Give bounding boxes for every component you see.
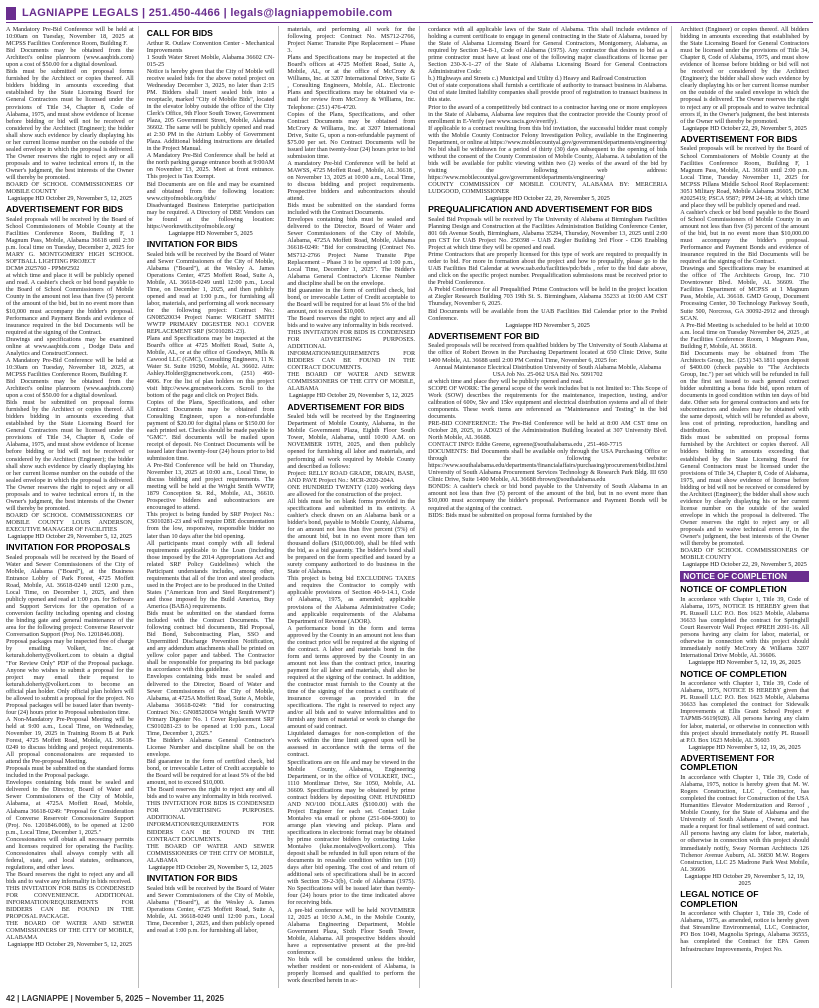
notice-paragraph: Bid Documents are on file and may be examined and obtained from the following location: www.cityofmobile.org/bids/ (146, 180, 275, 202)
notice-paragraph: Specifications are on file and may be viewed in the Mobile County, Alabama, Engineering Department, or in the office of VOLKERT, INC., 1110 Montlimar Drive, Ste 1050, Mobile, AL 36609. Specifications may be obtained by prime contract bidders by depositing ONE HUNDRED AND NO/100 DOLLARS ($100.00) with the Project Engineer for each set. Contact Luke Montalvo via email or phone (251-604-5900) to arrange plan viewing and pickup. Plans and specifications in electronic format may be obtained by prime contractor bidders by contacting Luke Montalvo (luke.montalvo@volkert.com). This deposit shall be refunded in full upon return of the documents in reusable condition within ten (10) days after bid opening. The cost of and return of additional sets of specifications shall be in accord with Section 39-2-3(b), Code of Alabama (1975). No Specifications will be issued later than twenty-four (24) hours prior to the time indicated above for receiving bids. (287, 758, 416, 907)
notice-paragraph: Prime Contractors that are properly licensed for this type of work are required to prequalify in order to bid. For more in formation about the project and how to prequalify, please go to the UAB Facilities Bid Calendar at www.uab.edu/facilities/pdc/bids , refer to the bid date above, and click on the specific project number. Prequalification submissions must be received prior to the Prebid Conference. (428, 251, 668, 287)
publication-date-line: Lagniappe HD October 22, 29, November 5, 2025 (485, 195, 610, 203)
notice-paragraph: b.) Highways and Streets c.) Municipal and Utility d.) Heavy and Railroad Construction (428, 75, 647, 83)
notice-paragraph: A Pre-Bid Meeting is scheduled to be held at 10:00 a.m. local time on Tuesday November 04, 2025 , at the Facilities Conference Room, 1 Magnum Pass, Building F, Mobile, AL 36618. (680, 321, 809, 350)
column-1 (6, 26, 139, 988)
notice-heading: INVITATION FOR PROPOSALS (6, 542, 131, 553)
notice-paragraph: Annual Maintenance Electrical Distribution University of South Alabama Mobile, Alabama USA Job No. 25-062 USA Bid No. 5091702 (434, 363, 662, 378)
notice-paragraph: No bid shall be withdrawn for a period of thirty (30) days subsequent to the opening of bids without the consent of the County Commission of Mobile County, Alabama. A tabulation of the bids will be available for public viewing within two (2) weeks of the award of the bid by visiting the following web address: https://www.mobilecountyal.gov/government/departments/engineering/ (428, 145, 668, 181)
notice-paragraph: A Mandatory Pre-Bid Conference will be held at 10:30am on Tuesday, November 18, 2025, at MCPSS Facilities Conference Room, Building F. (6, 356, 134, 378)
notice-paragraph: Sealed proposals will be received by the Board of Water and Sewer Commissioners of the City of Mobile, Alabama ("Board"), at the Business Entrance Lobby of Park Forest, 4725 Moffett Road, Mobile, AL 36618-0249 until 12:00 p.m., Local Time, on December 1, 2025, and then publicly opened and read at 1:00 p.m. for Software and Support Services for the operation of a conversion facility including opening and closing the binding gate and general maintenance of the area for the following project: Converse Reservoir Conversation Support (Proj. No. 1201846.008). (6, 553, 134, 639)
notice-paragraph: Bid Documents may be obtained from The Architects Group, Inc. (251) 343.1811 upon deposit of $400.00 (check payable to "The Architects Group, Inc.") per set which will be refunded in full on the first set issued to each general contract bidder submitting a bona fide bid, upon return of documents in good condition within ten days of bid date. Other sets for general contractors and sets for subcontractors and dealers may be obtained with the same deposit, which will be refunded as above, less cost of printing, reproduction, handling and distribution. (680, 349, 809, 435)
notice-paragraph: Liquidated damages for non-completion of the work within the time limit agreed upon will be assessed in accordance with the terms of the contract. (287, 730, 416, 759)
notice-paragraph: No bids will be considered unless the bidder, whether resident or non-resident of Alabama, is properly licensed and qualified to perform the work described herein in ac- (287, 955, 416, 984)
notice-paragraph: Disadvantaged Business Enterprise participation may be required. A Directory of DBE Vendors can be found at the following location: https://worknwith.cityofmobile.org/ (146, 201, 275, 230)
notice-paragraph: If applicable to a contract resulting from this bid invitation, the successful bidder must comply with the Mobile County Contractor Felony Investigation Policy, available in the Engineering Department, or online at https://www.mobilecountyal.gov/government/departments/engineering/ (428, 124, 668, 146)
notice-paragraph: Drawings and Specifications may be examined at the office of The Architects Group, Inc. 710 Downtowner Blvd. Mobile, AL 36609. The Facilities Department of MCPSS at 1 Magnum Pass, Mobile, AL 36618. GMD Group, Document Processing Center, 30 Technology Parkway South, Suite 500, Norcross, GA 30092-2912 and through SCAN. (680, 265, 809, 322)
notice-paragraph: A Mandatory Pre-Bid Conference will be held at 10:00am on Tuesday, November 18, 2025 at MCPSS Facilities Conference Room, Building F. (6, 26, 134, 48)
notice-paragraph: The Board reserves the right to reject any and all bids and to waive any informality in bids received. (287, 314, 416, 329)
notice-paragraph: A Non-Mandatory Pre-Proposal Meeting will be held at 9:00 a.m., Local Time, on Wednesday, November 19, 2025 in Training Room B at Park Forest, 4725 Moffett Road, Mobile, AL 36618-0249 to discuss bidding and project requirements. All proposal concessionaires are requested to attend the Pre-proposal Meeting. (6, 715, 134, 766)
notice-paragraph: Copies of the Plans, Specifications, and other Contract Documents may be obtained from McCrory & Williams, Inc. at 3207 International Drive, Suite G, upon a non-refundable payment of $75.00 per set. No Contract Documents will be issued later than twenty-four (24) hours prior to bid submission time. (287, 110, 416, 160)
notice-paragraph: This project is being funded by SRF Project No.: CS010281-23 and will require DBE documentation from the low, responsive, responsible bidder no later than 10 days after the bid opening. (146, 511, 275, 540)
publication-date-line: Lagniappe HD October 29, November 5, 12, 2025 (7, 941, 133, 949)
notice-paragraph: All bids must be on blank forms provided in the specifications and submitted in its entirety. A cashier's check drawn on an Alabama bank or a bidder's bond, payable to Mobile County, Alabama, for an amount not less than five percent (5%) of the amount bid, but in no event more than ten thousand dollars ($10,000.00), shall be filed with the bid, as a bid guaranty. The bidder's bond shall be prepared on the form specified and issued by a surety company authorized to do business in the State of Alabama. (287, 497, 416, 576)
notice-paragraph: The Board reserves the right to reject any and all bids and to waive any informality in bids received. (6, 870, 134, 885)
notice-paragraph: A pre-bid conference will be held NOVEMBER 12, 2025 at 10:30 A.M., in the Mobile County, Alabama Engineering Department, Mobile Government Plaza, Sixth Floor South Tower, Mobile, Alabama. All prospective bidders should have a representative present at the pre-bid conference. (287, 906, 416, 956)
publication-date-line: Lagniappe HD October 22, 29, November 5, 2025 (682, 124, 807, 132)
notice-paragraph: Sealed bids will be received by the Board of Water and Sewer Commissioners of the City of Mobile, Alabama ("Board"), at the Wesley A. James Operations Center, 4725 Moffett Road, Suite A, Mobile, AL 36618-0249 until 12:00 p.m., Local Time, December 1, 2025, and then publicly opened and read at 1:00 p.m. for furnishing all labor, (146, 884, 275, 934)
publication-date-line: Lagniappe HD October 22, 29, November 5, 2025 (682, 561, 807, 569)
notice-paragraph: Bids must be submitted on proposal forms furnished by the Architect or copies thereof. All bidders bidding in amounts exceeding that established by the State Licensing Board for General Contractors must be licensed under the provisions of Title 34, Chapter 8, Code of Alabama, 1975, and must show evidence of license before bidding or bid will not be received or considered by the Architect (Engineer); the bidder shall show such evidence by clearly displaying his or her current license number on the outside of the sealed envelope in which the proposal is delivered. The Owner reserves the right to reject any or all proposals and to waive technical errors if, in the Owner's judgment, the best interests of the Owner will thereby be promoted. (6, 399, 134, 512)
notice-paragraph: A Prebid Conference for all Prequalified Prime Contractors will be held in the project location at Ziegler Research Building 703 19th St. S. Birmingham, Alabama 35233 at 10:00 AM CST Thursday, November 6, 2025. (428, 286, 668, 308)
notice-paragraph: THIS INVITATION FOR BIDS IS CONDENSED FOR CONVENIENCE. ADDITIONAL INFORMATION/REQUIREMENTS FOR BIDDERS CAN BE FOUND IN THE PROPOSAL PACKAGE. (6, 885, 134, 921)
notice-heading: PREQUALIFICATION AND ADVERTISEMENT FOR BIDS (428, 204, 653, 215)
notice-heading: NOTICE OF COMPLETION (680, 584, 787, 595)
notice-paragraph: BONDS: A cashier's check or bid bond payable to the University of South Alabama in an amount not less than five (5) percent of the amount of the bid, but in no event more than $10,000 must accompany the bidder's proposal. Performance and Payment Bonds will be required at the signing of the contract. (428, 483, 668, 512)
notice-heading: ADVERTISEMENT FOR BIDS (287, 401, 405, 412)
notice-paragraph: THIS INVITATION FOR BIDS IS CONDENSED FOR ADVERTISING PURPOSES. ADDITIONAL INFORMATION/REQUIREMENTS FOR BIDDERS CAN BE FOUND IN THE CONTRACT DOCUMENTS. (146, 800, 275, 843)
notice-paragraph: A Pre-Bid Conference will be held on Thursday, November 13, 2025 at 10:00 a.m., Local Time, to discuss bidding and project requirements. The meeting will be held at the Wright Smith WWTP, 1879 Conception St. Rd., Mobile, AL, 36610. Prospective bidders and subcontractors are encouraged to attend. (146, 462, 275, 512)
notice-paragraph: Bids must be submitted on the standard forms included with the Contract Documents. (287, 202, 416, 217)
notice-paragraph: Bids must be submitted on proposal forms furnished by the Architect or copies thereof. All bidders bidding in amounts exceeding that established by the State Licensing Board for General Contractors must be licensed under the provisions of Title 34, Chapter 8, Code of Alabama, 1975, and must show evidence of license before bidding or bid will not be received or considered by the Architect (Engineer); the bidder shall show such evidence by clearly displaying his or her current license number on the outside of the sealed envelope in which the proposal is delivered. The Owner reserves the right to reject any or all proposals and to waive technical errors if, in the Owner's judgment, the best interests of the Owner will thereby be promoted. (680, 434, 809, 548)
notice-paragraph: Copies of the Plans, Specifications, and other Contract Documents may be obtained from Consulting Engineer, upon a non-refundable payment of $20.00 for digital plans or $150.00 for each printed set. Checks should be made payable to "GMC". Bid documents will be mailed upon receipt of deposit. No Contract Documents will be issued later than twenty-four (24) hours prior to bid submission time. (146, 398, 275, 463)
publication-date-line: Lagniappe HD October 29, November 5, 12, 2025 (148, 863, 273, 871)
notice-paragraph: Sealed Bid Proposals will be received by The University of Alabama at Birmingham Facilities Planning Design and Construction at the Facilities Administration Building Conference Center, 801 6th Avenue South, Birmingham, Alabama 35294, Thursday, November 13, 2025 until 2:00 pm CST for UAB Project No. 250398 – UAB Ziegler Building 3rd Floor - CD6 Enabling Project at which time they will be opened and read. (428, 215, 668, 252)
notice-heading: ADVERTISEMENT FOR BIDS (6, 204, 123, 215)
notice-paragraph: Plans and Specifications may be inspected at the Board's office at 4725 Moffett Road, Suite A, Mobile, AL, or at the office of Goodwyn, Mills & Cawood LLC (GMC), Consulting Engineers, 11 N. Water St. Suite 19290, Mobile, AL 36602. Attn: Ashley.Holder@gmcnetwork.com, (251) 460-4006. For the list of plan holders on this project visit http://www.gmcnetwork.com. Scroll to the bottom of the page and click on Project Bids. (146, 335, 275, 399)
notice-paragraph: Sealed proposals will be received from qualified bidders by The University of South Alabama at the office of Robert Brown in the Purchasing Department located at 650 Clinic Drive, Suite 1400 Mobile, AL 36688 until 2:00 PM Central Time, November 6, 2025 for: (428, 342, 668, 364)
notice-paragraph: In accordance with Chapter 1, Title 39, Code of Alabama, 1975, NOTICE IS HEREBY given that PL Russell LLC P.O. Box 1623 Mobile, Alabama 36633 has completed the contract for Sidewalk Improvements at Ellis Grant School Project # TAPMB-5619(928). All persons having any claim for labor, material, or otherwise in connection with this project should immediately notify PL Russell at P.O. Box 1623 Mobile, AL 36603 (680, 680, 809, 744)
publication-date-line: Lagniappe HD October 29, November 5, 12, 2025 (7, 533, 133, 541)
notice-paragraph: In accordance with Chapter 1, Title 39, Code of Alabama, 1975, notice is hereby given that M. W. Rogers Construction, LLC , Contractor, has completed the contract for Construction of the USA Humanities Elevator Modernization and Reroof , Mobile County, for the State of Alabama and the University of South Alabama , Owner, and has made a request for final settlement of said contract. All persons having any claim for labor, materials, or otherwise in connection with this project should immediately notify, Sway Norman Architects 126 Tichenor Avenue Auburn, AL 36830 M.W. Rogers Construction, LLC 25 Madrone Park West Mobile, AL 36606 (680, 774, 809, 873)
notice-paragraph: Bid Documents may be obtained from the Architect's online planroom (www.aaqbids.com) upon a cost of $50.00 for a digital download. (6, 47, 134, 69)
notice-heading: INVITATION FOR BIDS (146, 872, 238, 883)
notice-paragraph: Bids must be submitted on the standard forms included with the Contract Documents. The following contract bid documents, Bid Proposal, Bid Bond, Subcontracting Plan, SSO and Unpermitted Discharge Prevention Notification, and any addendum attachments shall be printed on yellow color paper and tabbed. The Contractor shall be responsible for preparing its bid package in accordance with this guideline. (146, 610, 275, 674)
publication-date-line: Lagniappe HD October 29, November 5, 12, 2025 (7, 195, 133, 203)
notice-paragraph: A Mandatory Pre-Bid Conference shall be held at the north parking garage entrance booth at 9:00AM on November 13, 2025. Meet at front entrance. This project is Tax Exempt. (146, 152, 275, 181)
notice-paragraph: A cashier's check or bid bond payable to the Board of School Commissioners of Mobile County in an amount not less than five (5) percent of the amount of the bid, but in no event more than $10,000.00 must accompany the bidder's proposal. Performance and Payment Bonds and evidence of insurance required in the Bid Documents will be required at the signing of the Contract. (680, 208, 809, 266)
column-3 (287, 26, 420, 988)
notice-paragraph: BIDS: Bids must be submitted on proposal forms furnished by the (428, 511, 593, 519)
publication-date-line: Lagniappe HD November 5, 12, 19, 26, 2025 (688, 743, 801, 751)
notice-paragraph: Proposals must be submitted on the standard forms included in the Proposal package. (6, 765, 134, 780)
notice-paragraph: In accordance with Chapter 1, Title 39, Code of Alabama, 1975, as amended, notice is hereby given that Streamline Environmental, LLC, Contractor, PO Box 1049, Magnolia Springs, Alabama 36555, has completed the Contract for EPA Green Infrastructure Improvements, Project No. (680, 910, 809, 953)
notice-paragraph: cordance with all applicable laws of the State of Alabama. This shall include evidence of holding a current certificate to engage in general contracting in the State of Alabama, issued by the State of Alabama Licensing Board for General Contractors, Montgomery, Alabama, as required by Section 34-8-1, Code of Alabama (1975). Any contractor that desires to bid as a prime contractor must have at least one of the following major classifications of license per Section 230-X-1-.27 of the State of Alabama Licensing Board for General Contractors Administrative Code: (428, 26, 668, 76)
notice-paragraph: BOARD OF SCHOOL COMMISSIONERS OF MOBILE COUNTY (680, 547, 809, 562)
publication-date-line: Lagniappe HD November 5, 2025 (505, 321, 590, 329)
notice-paragraph: materials, and performing all work for the following project: Contract No. MS712-2766, Project Name: Transite Pipe Replacement – Phase 3. (287, 26, 416, 55)
publication-date-line: Lagniappe HD November 5, 12, 19, 26, 2025 (688, 659, 801, 667)
page-footer (6, 994, 224, 1003)
notice-paragraph: Envelopes containing bids must be sealed and delivered to the Director, Board of Water and Sewer Commissioners of the City of Mobile, Alabama, at 4725A Moffett Road, Suite A, Mobile, Alabama 36618-0249: "Bid for constructing Contract No.: GN08520034 Wright Smith WWTP Primary Digester No. 1 Cover Replacement SRF CS010281-23 to be opened at 1:00 p.m., Local Time, December 1, 2025." (146, 673, 275, 737)
column-2 (147, 26, 280, 988)
notice-paragraph: DCM# 2025760 - PPM#2502 (6, 265, 80, 273)
notice-paragraph: Architect (Engineer) or copies thereof. All bidders bidding in amounts exceeding that established by the State Licensing Board for General Contractors must be licensed under the provisions of Title 34, Chapter 8, Code of Alabama, 1975, and must show evidence of license before bidding or bid will not be received or considered by the Architect (Engineer); the bidder shall show such evidence by clearly displaying his or her current license number on the outside of the sealed envelope in which the proposal is delivered. The Owner reserves the right to reject any or all proposals and to waive technical errors if, in the Owner's judgment, the best interests of the Owner will thereby be promoted. (680, 26, 809, 125)
notice-paragraph: Sealed proposals will be received by the Board of School Commissioners of Mobile County at the Facilities Conference Room, Building F, 1 Magnum Pass, Mobile, AL 36618 until 2:00 p.m. Local Time, Tuesday November 11, 2025 for MCPSS Pillans Middle School Roof Replacement: 3051 Military Road, Mobile Alabama 36605, DCM #2025419; PSCA 9587; PPM 24-18; at which time and place they will be publicly opened and read. (680, 145, 809, 209)
notice-paragraph: THIS INVITATION FOR BIDS IS CONDENSED FOR ADVERTISING PURPOSES. ADDITIONAL INFORMATION/REQUIREMENTS FOR BIDDERS CAN BE FOUND IN THE CONTRACT DOCUMENTS. (287, 329, 416, 372)
notice-paragraph: The Bidder's Alabama General Contractor's License Number and discipline shall be on the envelope. (146, 736, 275, 758)
column-5 (680, 26, 813, 988)
publication-date-line: Lagniappe HD October 29, November 5, 12, 19, 2025 (684, 872, 805, 887)
notice-paragraph: The Board reserves the right to reject any and all bids and to waive any informality in bids received. (146, 786, 275, 801)
notice-paragraph: Bid guarantee in the form of certified check, bid bond, or irrevocable Letter of Credit acceptable to the Board will be required for at least 5% of the bid amount, not to exceed $10,000. (146, 758, 275, 787)
notice-paragraph: Bid Documents will be available from the UAB Facilities Bid Calendar prior to the Prebid Conference. (428, 307, 668, 322)
publication-date-line: Lagniappe HD October 29, November 5, 12, 2025 (289, 392, 414, 400)
column-4 (428, 26, 672, 988)
notice-heading: LEGAL NOTICE OF COMPLETION (680, 889, 759, 909)
notice-paragraph: Notice is hereby given that the City of Mobile will receive sealed bids for the above noted project on Wednesday December 3, 2025, no later than 2:15 PM. Bidders shall insert sealed bids into a receptacle, marked "City of Mobile Bids", located in the elevator lobby outside the office of the City Clerk's Office, 9th Floor South Tower, Government Plaza, 205 Government Street, Mobile, Alabama 36602. The same will be publicly opened and read at 2:30 PM in the Atrium Lobby of Government Plaza. Additional bidding instructions are detailed in the Project Manual. (146, 67, 275, 153)
notice-paragraph: In accordance with Chapter 1, Title 39, Code of Alabama, 1975, NOTICE IS HEREBY given that PL Russell LLC P.O. Box 1623 Mobile, Alabama 36633 has completed the contract for Springhill Court Reservoir Wall Project #PREH 2091-16. All persons having any claim for labor, material, or otherwise in connection with this project should immediately notify McCrory & Williams 3207 International Drive Mobile, AL 36606. (680, 596, 809, 660)
notice-paragraph: Sealed bids will be received by the Engineering Department of Mobile County, Alabama, in the Mobile Government Plaza, Eighth Floor South Tower, Mobile, Alabama, until 10:00 A.M. on NOVEMBER 19TH, 2025, and then publicly opened for furnishing all labor and materials, and performing all work required by Mobile County and described as follows: (287, 413, 416, 470)
notice-paragraph: Bid guarantee in the form of certified check, bid bond, or irrevocable Letter of Credit acceptable to the Board will be required for at least 5% of the bid amount, not to exceed $10,000. (287, 286, 416, 315)
notice-paragraph: Concessionaires will obtain all necessary permits and licenses required for operating the Facility. Concessionaires shall always comply with all federal, state, and local statutes, ordinances, regulations, and other laws. (6, 835, 134, 871)
masthead (6, 4, 813, 23)
notice-heading: INVITATION FOR BIDS (146, 239, 238, 250)
notice-paragraph: Out of state corporations shall furnish a certificate of authority to transact business in Alabama. Out of state limited liability companies shall provide proof of registration to transact business in this state. (428, 82, 668, 104)
notice-paragraph: COUNTY COMMISSION OF MOBILE COUNTY, ALABAMA BY: MERCERIA LUDGOOD, COMMISSIONER (428, 181, 668, 196)
masthead-logo-block (6, 7, 16, 20)
notice-paragraph: A performance bond in the form and terms approved by the County in an amount not less than the contract price will be required at the signing of the contract. A labor and materials bond in the form and terms approved by the County in an amount not less than the contract price, insuring payment for all labor and materials, shall also be required at the signing of the contract. In addition, the contractor must furnish to the County at the time of the signing of the contract a certificate of insurance coverage as provided in the specifications. The right is reserved to reject any and/or all bids and to waive informalities and to furnish any item of material or work to change the amount of said contract. (287, 624, 416, 731)
notice-paragraph: Drawings and specifications may be examined online at www.aaqbids.com , Dodge Data and Analytics and ConstructConnect. (6, 335, 134, 357)
footer-folio: 42 | LAGNIAPPE | November 5, 2025 – November 11, 2025 (6, 994, 224, 1003)
notice-paragraph: This project is being bid EXCLUDING TAXES and requires the Contractor to comply with applicable provisions of Section 40-9-14.1, Code of Alabama, 1975, as amended; applicable provisions of the Alabama Administrative Code; and applicable requirements of the Alabama Department of Revenue (ADOR). (287, 575, 416, 625)
notice-paragraph: All participants must comply with all federal requirements applicable to the Loan (including those imposed by the 2014 Appropriations Act and related SRF Policy Guidelines) which the Participant understands includes, among other, requirements that all of the iron and steel products used in the Project are to be produced in the United States ("American Iron and Steel Requirement") and those imposed by the Build America, Buy America (BABA) requirements. (146, 539, 275, 610)
notice-paragraph: PRE-BID CONFERENCE: The Pre-Bid Conference will be held at 8:00 AM CST time on October 28, 2025, in AD023 of the Administration Building located at 307 University Blvd. North Mobile, AL 36688. (428, 419, 668, 442)
notice-paragraph: at which time and place they will be publicly opened and read. (428, 377, 584, 385)
notice-heading: ADVERTISEMENT FOR BID (428, 330, 540, 341)
notice-heading: CALL FOR BIDS (146, 28, 213, 38)
legal-columns (6, 26, 813, 988)
notice-paragraph: ONE HUNDRED TWENTY (120) working days are allowed for the construction of the project. (287, 483, 416, 498)
notice-paragraph: Proposal packages may be inspected free of charge by emailing Volkert, Inc. at keturah.doherty@volkert.com to obtain a digital "For Review Only" PDF of the Proposal package. Anyone who wishes to submit a proposal for the project may email their request to keturah.doherty@volkert.com to become an official plan holder. Only official plan holders will be allowed to submit a proposal for the project. No Proposal packages will be issued later than twenty-four (24) hours prior to Proposal submission time. (6, 638, 134, 716)
notice-paragraph: Envelopes containing bids must be sealed and delivered to the Director, Board of Water and Sewer Commissioners of the City of Mobile, Alabama, at 4725A Moffett Road, Mobile, Alabama 36618-0249: "Proposal for Consideration of Converse Reservoir Concessionaire Support (Proj. No. 1201846.008), to be opened at 12:00 p.m., Local Time, December 1, 2025." (6, 779, 134, 836)
notice-heading: ADVERTISEMENT FOR BIDS (680, 133, 798, 144)
notice-paragraph: Prior to the award of a competitively bid contract to a contractor having one or more employees in the State of Alabama, Alabama law requires that the contractor provide the County proof of enrollment in E-Verify (see www.uscis.gov/everify). (428, 103, 668, 125)
notice-paragraph: A mandatory Pre-bid Conference will be held at MAWSS, 4725 Moffett Road , Mobile, AL 36618 , on November 13, 2025 at 10:00 a.m., Local Time, to discuss bidding and project requirements. Prospective bidders and subcontractors should attend. (287, 159, 416, 203)
notice-paragraph: Arthur R. Outlaw Convention Center - Mechanical Improvements (146, 39, 275, 54)
notice-paragraph: DOCUMENTS: Bid Documents shall be available only through the USA Purchasing Office or through the following website: https://www.southalabama.edu/departments/financialaffairs/purchasing/procurement/bidlist.html University of South Alabama Procurement Services Technology & Research Park Bldg. III 650 Clinic Drive, Suite 1400 Mobile, AL 36688 rbrown@southalabama.edu (428, 448, 668, 484)
notice-paragraph: at which time and place it will be publicly opened and read. A cashier's check or bid bond payable to the Board of School Commissioners of Mobile County in the amount not less than five (5) percent of the amount of the bid, but in no event more than $10,000 must accompany the bidder's proposal. Performance and Payment Bonds and evidence of insurance required in the bid Documents will be required at the signing of the Contract. (6, 272, 134, 336)
notice-paragraph: SCOPE OF WORK: The general scope of the work includes but is not limited to: This Scope of Work (SOW) describes the requirements for the maintenance, inspection, testing, and/or calibration of 600v, 5kv and 15kv equipment and electrical distribution systems and all of their components. These work items are referenced as "Maintenance and Testing" in the bid documents. (428, 384, 668, 420)
notice-paragraph: Project: RELLY ROAD GRADE, DRAIN, BASE, AND PAVE Project No.: MCR-2020-204A (287, 469, 416, 484)
notice-heading: NOTICE OF COMPLETION (680, 668, 787, 679)
notice-heading: ADVERTISEMENT FOR COMPLETION (680, 752, 775, 773)
notice-paragraph: Bid Documents may be obtained from the Architect's online planroom (www.aaqbids.com) upon a cost of $50.00 for a digital download. (6, 378, 134, 400)
notice-paragraph: Bids must be submitted on proposal forms furnished by the Architect or copies thereof. All bidders bidding in amounts exceeding that established by the State Licensing Board for General Contractors must be licensed under the provisions of Title 34, Chapter 8, Code of Alabama, 1975, and must show evidence of license before bidding or bid will not be received or considered by the Architect (Engineer); the bidder shall show such evidence by clearly displaying his or her current license number on the outside of the sealed envelope in which the proposal is delivered. The Owner reserves the right to reject any or all proposals and to waive technical errors if, in the Owner's judgment, the best interests of the Owner will thereby be promoted. (6, 68, 134, 181)
masthead-text: LAGNIAPPE LEGALS | 251.450-4466 | legals@lagniappemobile.com (22, 7, 393, 19)
notice-paragraph: Sealed bids will be received by the Board of Water and Sewer Commissioners of the City of Mobile, Alabama ("Board"), at the Wesley A. James Operations Center, 4725 Moffett Road, Suite A, Mobile, AL 36618-0249 until 12:00 p.m., Local Time, on December 1, 2025, and then publicly opened and read at 1:00 p.m., for furnishing all labor, materials, and performing all work necessary for the following project: Contract No.: GN08520034 Project Name: WRIGHT SMITH WWTP PRIMARY DIGESTER NO.1 COVER REPLACEMENT SRF (SC010281-23). (146, 250, 275, 336)
notice-paragraph: Plans and Specifications may be inspected at the Board's offices at 4725 Moffett Road, Suite A, Mobile, AL, or at the office of McCrory & Williams, Inc. at 3207 International Drive, Suite G , Consulting Engineers, Mobile, AL. Electronic Plans and Specifications may be obtained via e-mail for review from McCrory & Williams, Inc. Telephone: (251) 476-4720. (287, 54, 416, 111)
publication-date-line: Lagniappe HD November 5, 2025 (168, 229, 253, 237)
notice-paragraph: BOARD OF SCHOOL COMMISSIONERS OF MOBILE COUNTY (6, 181, 134, 196)
notice-paragraph: THE BOARD OF WATER AND SEWER COMMISSIONERS OF THE CITY OF MOBILE, ALABAMA (146, 842, 275, 864)
notice-paragraph: CONTACT INFO: Eddie Greene, egreene@southalabama.edu , 251-460-7715 (428, 441, 623, 449)
notice-paragraph: Envelopes containing bids must be sealed and delivered to the Director, Board of Water and Sewer Commissioners of the City of Mobile, Alabama, 4725A Moffett Road, Mobile, Alabama 36618-0249: "Bid for constructing (Contract No. MS712-2766 Project Name Transite Pipe Replacement – Phase 3 to be opened at 1:00 p.m., Local Time, December 1, 2025". The Bidder's Alabama General Contractor's License Number and discipline shall be on the envelope. (287, 216, 416, 287)
notice-paragraph: BOARD OF SCHOOL COMMISSIONERS OF MOBILE COUNTY LOUIS ANDERSON, EXECUTIVE MANAGER OF FACILITIES (6, 511, 134, 533)
notice-paragraph: THE BOARD OF WATER AND SEWER COMMISSIONERS OF THE CITY OF MOBILE, ALABAMA (287, 371, 416, 393)
notice-paragraph: THE BOARD OF WATER AND SEWER COMMISSIONERS OF THE CITY OF MOBILE, ALABAMA (6, 920, 134, 942)
notice-paragraph: Sealed proposals will be received by the Board of School Commissioners of Mobile County at the Facilities Conference Room, Building F, 1 Magnum Pass, Mobile, Alabama 36618 until 2:30 p.m. local time on Tuesday, December 2, 2025 for MARY G. MONTGOMERY HIGH SCHOOL SOFTBALL LIGHTING PROJECT (6, 215, 134, 266)
notice-paragraph: 1 South Water Street Mobile, Alabama 36602 CN-015-25 (146, 53, 275, 68)
section-banner: NOTICE OF COMPLETION (680, 571, 809, 582)
